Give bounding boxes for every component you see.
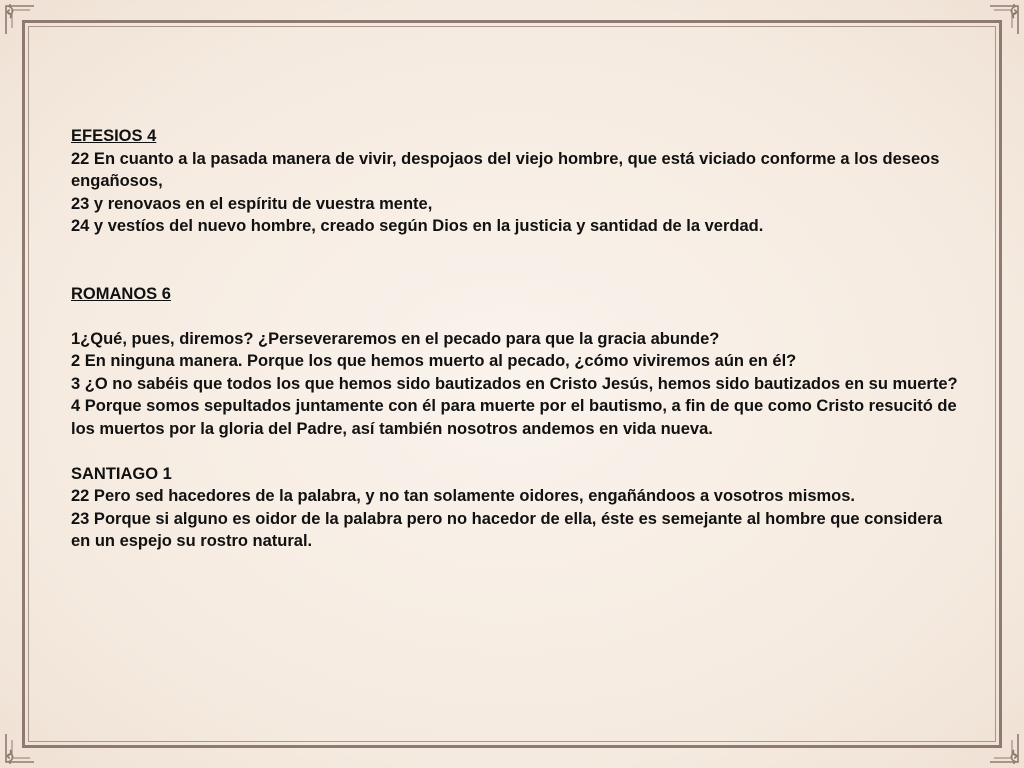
efesios-verse: 23 y renovaos en el espíritu de vuestra mente, [71, 194, 433, 213]
ornamental-corner-icon [4, 2, 38, 36]
efesios-heading: EFESIOS 4 [71, 127, 157, 145]
efesios-verse: 22 En cuanto a la pasada manera de vivir, despojaos del viejo hombre, que está viciado conforme a los deseos engañosos, [71, 149, 940, 191]
romanos-verse: 1¿Qué, pues, diremos? ¿Perseveraremos en el pecado para que la gracia abunde? [71, 329, 720, 348]
spacer [71, 306, 961, 328]
ornamental-corner-icon [4, 732, 38, 766]
scripture-text-block [71, 125, 961, 553]
spacer [71, 441, 961, 463]
spacer [71, 238, 961, 283]
romanos-verse: 4 Porque somos sepultados juntamente con él para muerte por el bautismo, a fin de que como Cristo resucitó de los muertos por la gloria del Padre, así también nosotros andemos en vida nueva. [71, 397, 957, 438]
santiago-heading: SANTIAGO 1 [71, 464, 172, 483]
santiago-verse: 22 Pero sed hacedores de la palabra, y no tan solamente oidores, engañándoos a vosotros mismos. [71, 487, 855, 506]
romanos-verse: 3 ¿O no sabéis que todos los que hemos sido bautizados en Cristo Jesús, hemos sido bautizados en su muerte? [71, 374, 958, 393]
santiago-verse: 23 Porque si alguno es oidor de la palabra pero no hacedor de ella, éste es semejante al hombre que considera en un espejo su rostro natural. [71, 509, 943, 551]
romanos-verse: 2 En ninguna manera. Porque los que hemos muerto al pecado, ¿cómo viviremos aún en él? [71, 352, 797, 371]
efesios-verse: 24 y vestíos del nuevo hombre, creado según Dios en la justicia y santidad de la verdad. [71, 217, 764, 236]
ornamental-corner-icon [986, 2, 1020, 36]
romanos-heading: ROMANOS 6 [71, 284, 171, 303]
ornamental-corner-icon [986, 732, 1020, 766]
